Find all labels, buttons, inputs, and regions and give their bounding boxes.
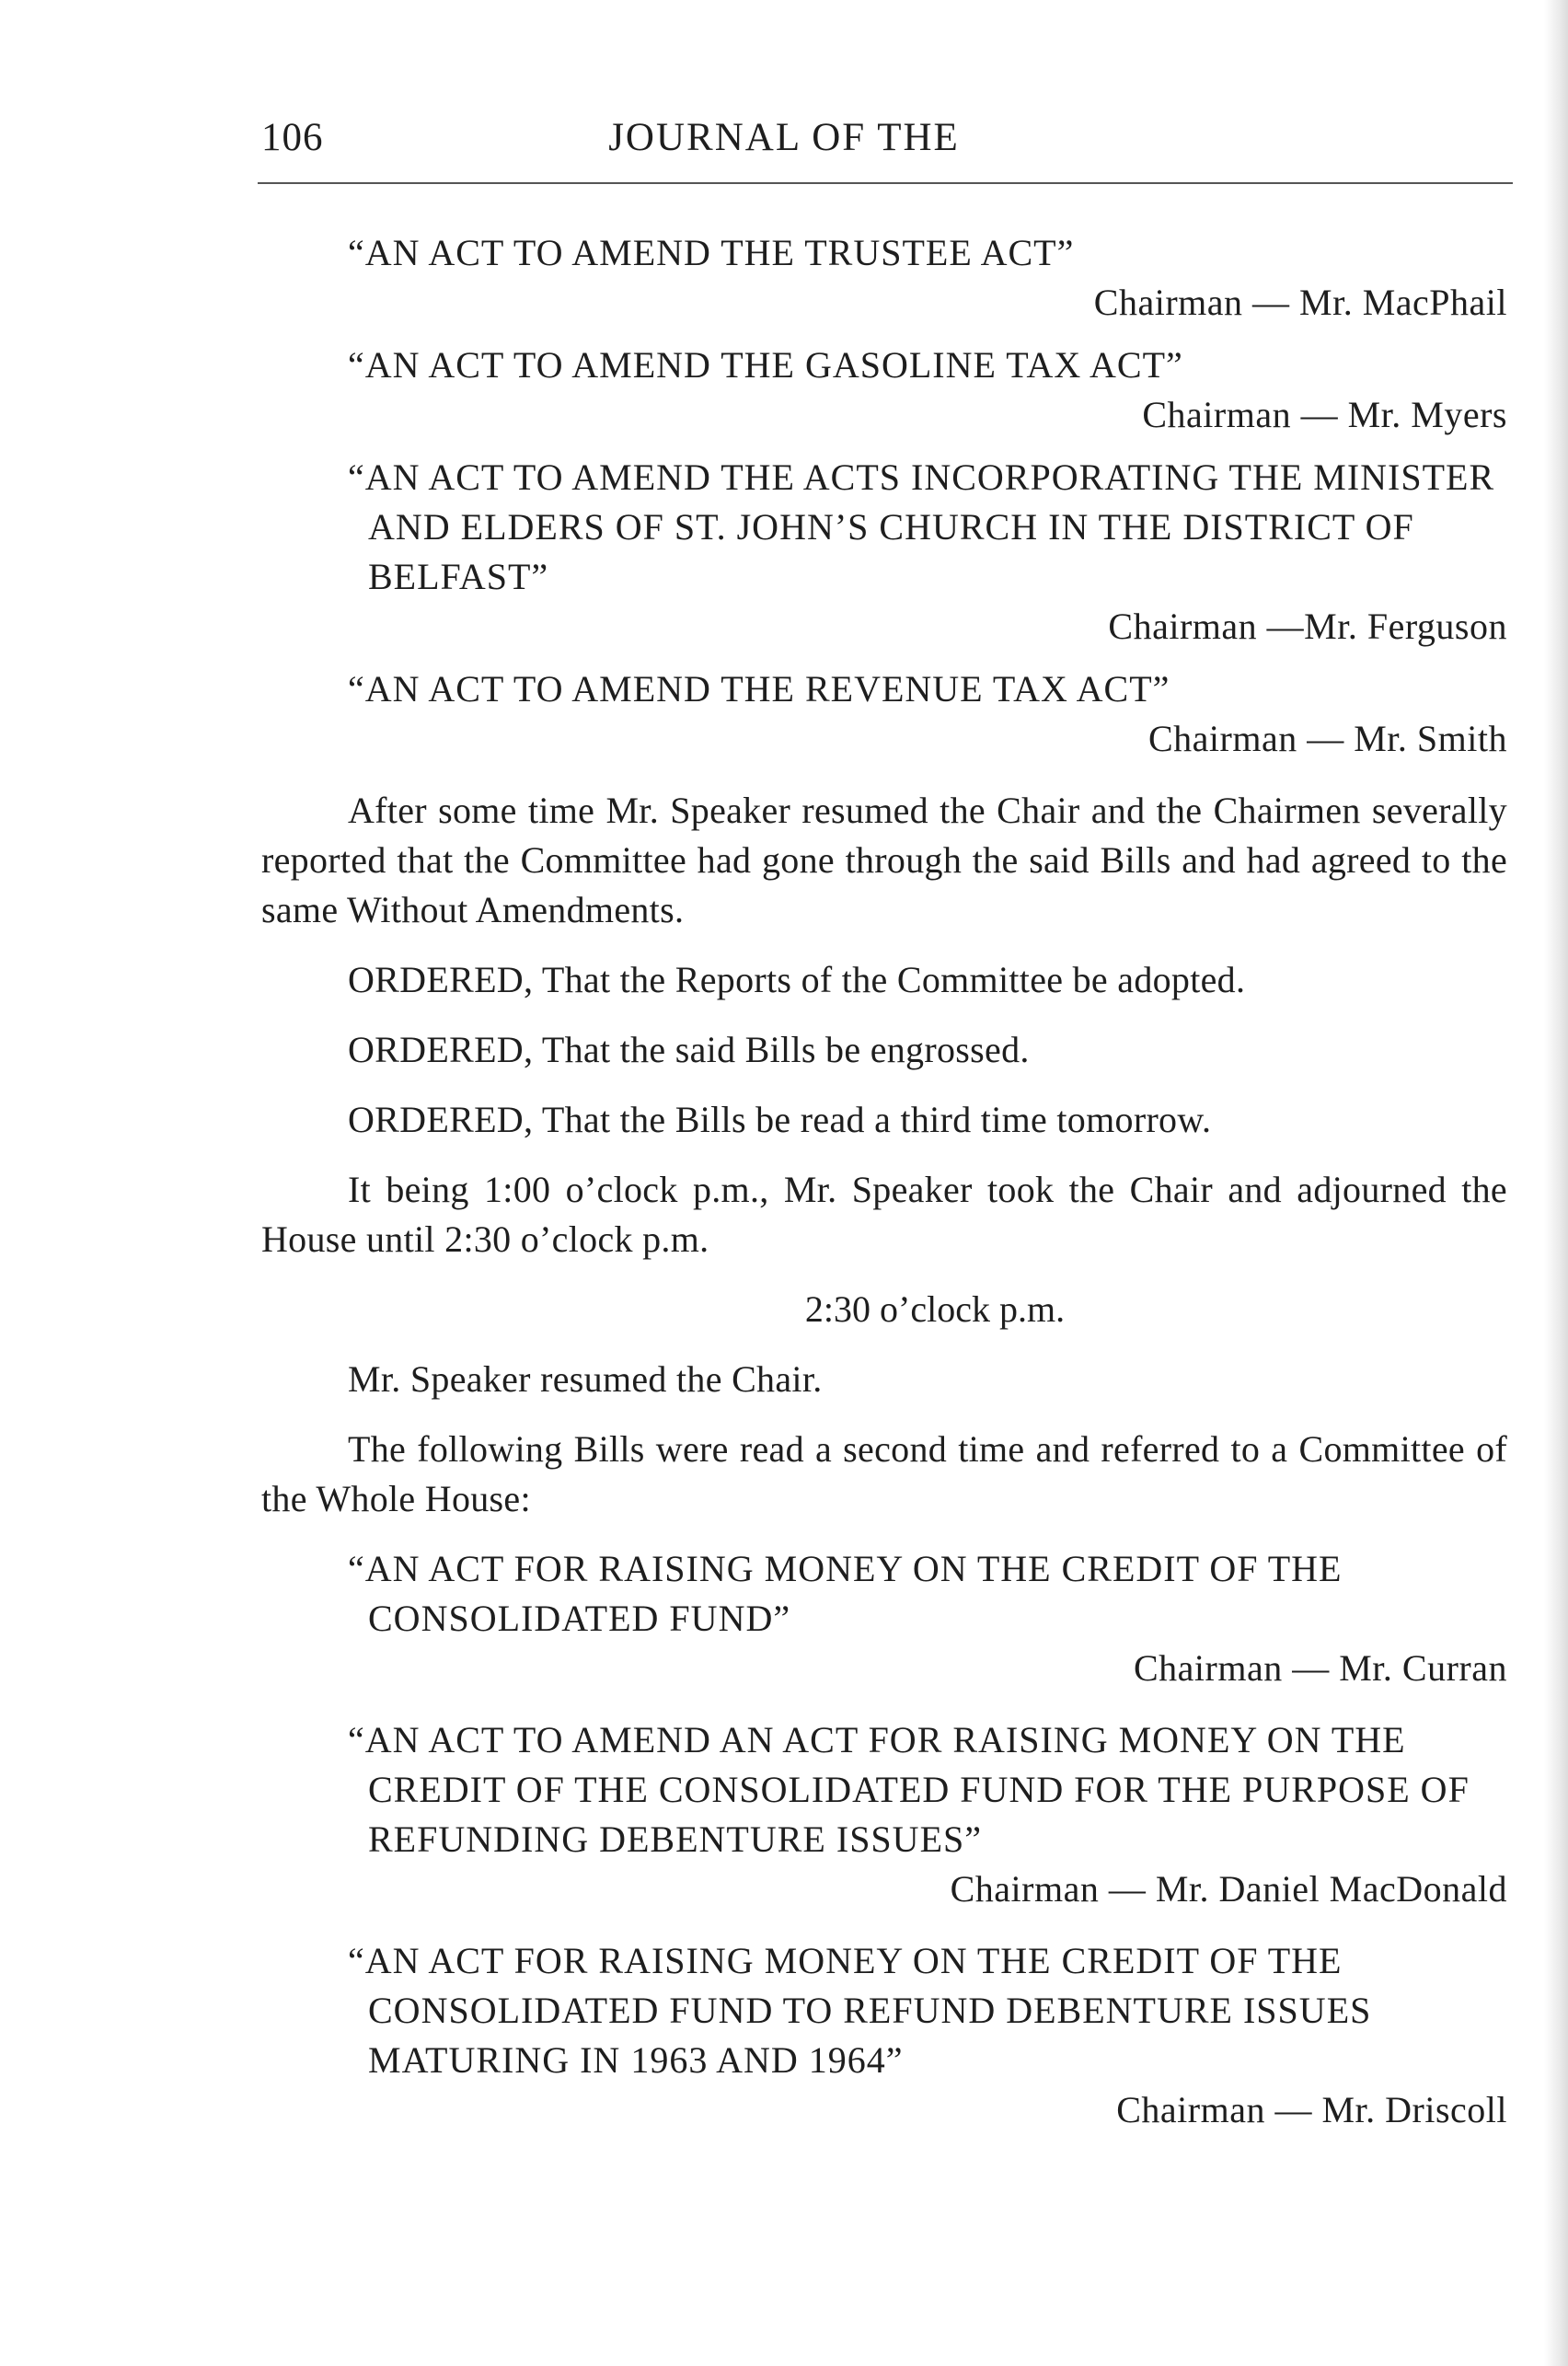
bill-entry: [261, 453, 1507, 652]
bill-entry: [261, 340, 1507, 440]
bill-entry: [261, 1715, 1507, 1914]
bill-title: “AN ACT TO AMEND THE TRUSTEE ACT”: [348, 232, 1075, 273]
bill-entry: [261, 1936, 1507, 2135]
bill-chairman: Chairman —Mr. Ferguson: [1108, 606, 1507, 647]
paragraph-ordered-reports: ORDERED, That the Reports of the Committee be adopted.: [348, 959, 1246, 1000]
bill-chairman: Chairman — Mr. MacPhail: [1093, 282, 1507, 323]
paragraph-ordered-engrossed: ORDERED, That the said Bills be engrossed.: [348, 1029, 1030, 1070]
bill-entry: [261, 228, 1507, 328]
paragraph-adjourned: It being 1:00 o’clock p.m., Mr. Speaker took the Chair and adjourned the House until 2:30 o’clock p.m.: [261, 1169, 1507, 1260]
paragraph-after-some-time: After some time Mr. Speaker resumed the Chair and the Chairmen severally reported that the Committee had gone through the said Bills and had agreed to the same Without Amendments.: [261, 790, 1507, 930]
paragraph-following-bills: The following Bills were read a second time and referred to a Committee of the Whole House:: [261, 1428, 1507, 1519]
page-edge-shadow: [1544, 0, 1568, 2366]
bill-chairman: Chairman — Mr. Driscoll: [1116, 2089, 1507, 2130]
paragraph-speaker-resumed: Mr. Speaker resumed the Chair.: [348, 1358, 823, 1400]
bill-entry: [261, 1544, 1507, 1693]
time-heading: 2:30 o’clock p.m.: [804, 1288, 1066, 1330]
bill-title: “AN ACT TO AMEND THE REVENUE TAX ACT”: [348, 668, 1170, 710]
bill-title: “AN ACT FOR RAISING MONEY ON THE CREDIT OF THE CONSOLIDATED FUND”: [348, 1548, 1343, 1639]
bill-chairman: Chairman — Mr. Daniel MacDonald: [950, 1868, 1507, 1910]
running-head: JOURNAL OF THE: [608, 116, 960, 159]
bill-entry: [261, 664, 1507, 764]
bill-title: “AN ACT FOR RAISING MONEY ON THE CREDIT OF THE CONSOLIDATED FUND TO REFUND DEBENTURE ISSUES MATURING IN 1963 AND 1964”: [348, 1940, 1372, 2081]
paragraph-ordered-third-reading: ORDERED, That the Bills be read a third time tomorrow.: [348, 1099, 1212, 1140]
header-rule: [258, 182, 1513, 184]
page-number: 106: [261, 116, 324, 159]
page-content: [261, 228, 1507, 2148]
bill-chairman: Chairman — Mr. Myers: [1142, 394, 1507, 435]
bill-title: “AN ACT TO AMEND THE ACTS INCORPORATING THE MINISTER AND ELDERS OF ST. JOHN’S CHURCH IN THE DISTRICT OF BELFAST”: [348, 456, 1495, 597]
bill-title: “AN ACT TO AMEND AN ACT FOR RAISING MONEY ON THE CREDIT OF THE CONSOLIDATED FUND FOR THE PURPOSE OF REFUNDING DEBENTURE ISSUES”: [348, 1719, 1470, 1860]
bill-chairman: Chairman — Mr. Smith: [1148, 718, 1507, 759]
bill-chairman: Chairman — Mr. Curran: [1134, 1647, 1507, 1689]
bill-title: “AN ACT TO AMEND THE GASOLINE TAX ACT”: [348, 344, 1183, 386]
